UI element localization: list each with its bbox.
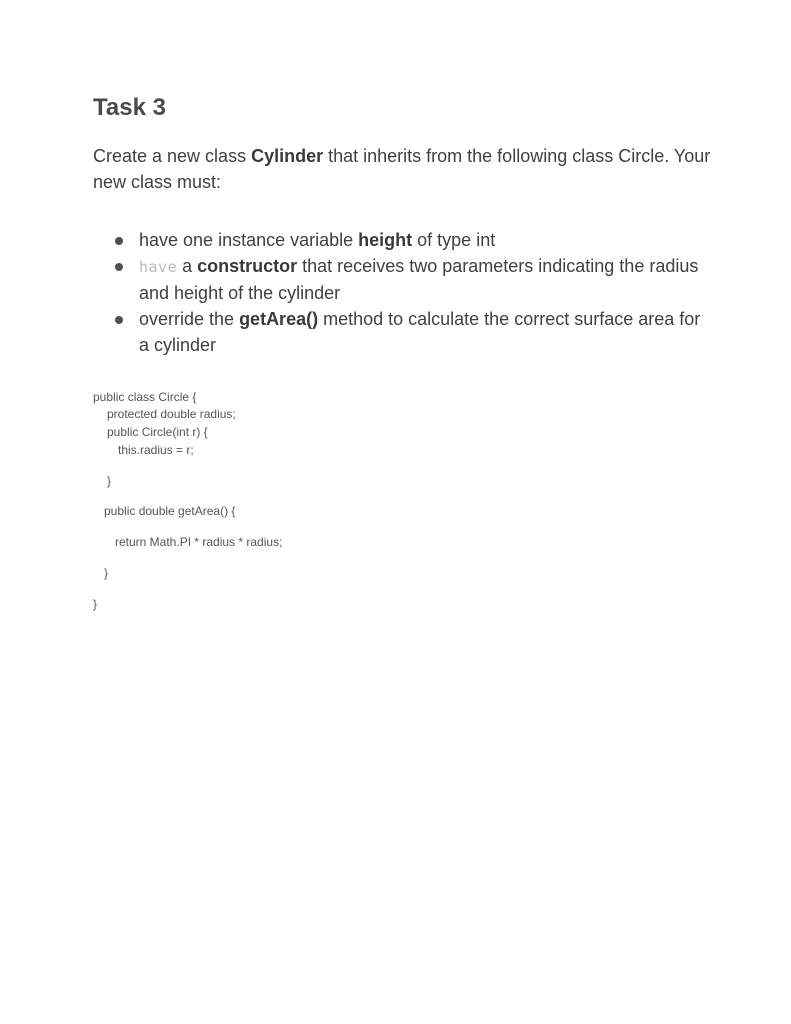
intro-class-name: Cylinder [251, 146, 324, 166]
requirement-item [93, 253, 713, 306]
code-line: return Math.PI * radius * radius; [115, 535, 283, 549]
requirements-list [93, 227, 713, 358]
code-line: } [93, 597, 98, 611]
requirement-mono-word: have [139, 258, 178, 276]
bullet-icon [115, 263, 123, 271]
requirement-item [93, 306, 713, 358]
code-line: public Circle(int r) { [107, 425, 208, 439]
code-line: } [107, 474, 112, 488]
requirement-keyword: height [358, 230, 413, 250]
code-line: this.radius = r; [118, 443, 194, 457]
code-line: } [104, 566, 109, 580]
intro-text-end: that inherits from the following class Circle. Your new class must: [93, 146, 711, 192]
bullet-icon [115, 316, 123, 324]
code-line: public class Circle { [93, 390, 197, 404]
code-line: public double getArea() { [104, 504, 236, 518]
requirement-keyword: constructor [197, 256, 298, 276]
code-line: protected double radius; [107, 407, 236, 421]
requirement-keyword: getArea() [239, 309, 319, 329]
task-intro [93, 143, 713, 195]
requirement-text: override the [139, 309, 240, 329]
requirement-item [93, 227, 713, 253]
requirement-text: a [177, 256, 198, 276]
bullet-icon [115, 237, 123, 245]
intro-text-start: Create a new class [93, 146, 252, 166]
requirement-text: of type int [412, 230, 496, 250]
requirement-text: that receives two parameters indicating the radius and height of the cylinder [139, 256, 699, 303]
requirement-text: have one instance variable [139, 230, 359, 250]
requirement-text: method to calculate the correct surface area for a cylinder [139, 309, 701, 355]
task-title: Task 3 [93, 94, 166, 121]
